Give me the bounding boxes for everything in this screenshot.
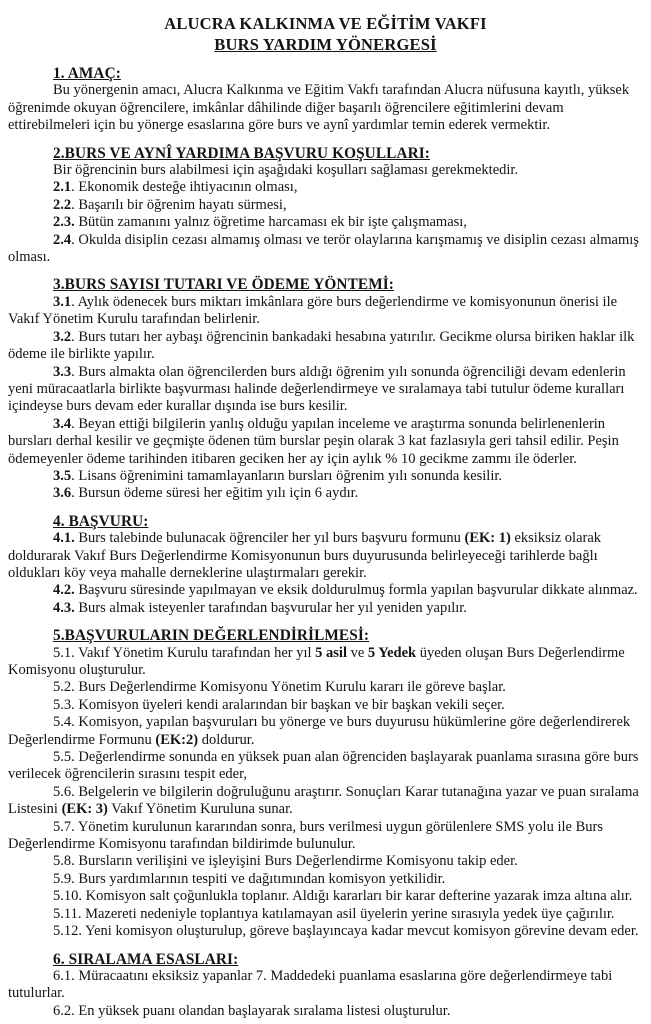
paragraph: 5.10. Komisyon salt çoğunlukla toplanır. Aldığı kararları bir karar defterine yazarak imza altına alır. (53, 888, 633, 905)
document-subtitle: BURS YARDIM YÖNERGESİ (214, 35, 437, 54)
paragraph: 5.4. Komisyon, yapılan başvuruları bu yönerge ve burs duyurusu hükümlerine göre değerlendirerek Değerlendirme Formunu (EK:2) doldurur. (8, 714, 631, 748)
section-heading-3: 3.BURS SAYISI TUTARI VE ÖDEME YÖNTEMİ: (53, 276, 394, 294)
section-heading-5: 5.BAŞVURULARIN DEĞERLENDİRİLMESİ: (53, 627, 370, 645)
paragraph: 4.1. Burs talebinde bulunacak öğrenciler her yıl burs başvuru formunu (EK: 1) eksiksiz olarak doldurarak Vakıf Burs Değerlendirme Komisyonunun burs duyurusunda belirleyeceği tarihlerde bağlı oldukları köy veya mahalle derneklerine ulaştırmaları gerekir. (8, 530, 602, 581)
paragraph: 3.2. Burs tutarı her aybaşı öğrencinin bankadaki hesabına yatırılır. Gecikme olursa biriken haklar ilk ödeme ile birlikte yapılır. (8, 328, 635, 363)
paragraph: 5.8. Bursların verilişini ve işleyişini Burs Değerlendirme Komisyonu takip eder. (53, 853, 518, 870)
paragraph: 2.4. Okulda disiplin cezası almamış olması ve terör olaylarına karışmamış ve disiplin cezası almamış olması. (8, 231, 639, 266)
section-heading-2: 2.BURS VE AYNÎ YARDIMA BAŞVURU KOŞULLARI: (53, 144, 430, 162)
paragraph: 5.1. Vakıf Yönetim Kurulu tarafından her yıl 5 asil ve 5 Yedek üyeden oluşan Burs Değerlendirme Komisyonu oluşturulur. (8, 644, 625, 678)
paragraph: 5.2. Burs Değerlendirme Komisyonu Yönetim Kurulu kararı ile göreve başlar. (53, 679, 506, 696)
paragraph: 3.3. Burs almakta olan öğrencilerden burs aldığı öğrenim yılı sonunda öğrenciliği devam edenlerin yeni müracaatlarla birlikte başvurması halinde değerlendirmeye ve sıralamaya tabi tutulur ödeme kuralları içindeyse burs devam eder kurallar dışında ise burs kesilir. (8, 363, 626, 415)
paragraph: 6.1. Müracaatını eksiksiz yapanlar 7. Maddedeki puanlama esaslarına göre değerlendirmeye tabi tutulurlar. (8, 967, 613, 1002)
paragraph: 2.1. Ekonomik desteğe ihtiyacının olması, (53, 179, 298, 196)
paragraph: 4.3. Burs almak isteyenler tarafından başvurular her yıl yeniden yapılır. (53, 599, 467, 616)
paragraph: 2.2. Başarılı bir öğrenim hayatı sürmesi, (53, 196, 287, 213)
section-heading-6: 6. SIRALAMA ESASLARI: (53, 950, 239, 968)
paragraph: 5.12. Yeni komisyon oluşturulup, göreve başlayıncaya kadar mevcut komisyon görevine devam eder. (53, 923, 639, 940)
document-title: ALUCRA KALKINMA VE EĞİTİM VAKFI (164, 14, 487, 33)
paragraph: 5.7. Yönetim kurulunun kararından sonra, burs verilmesi uygun görülenlere SMS yolu ile Burs Değerlendirme Komisyonu tarafından bildirimde bulunulur. (8, 818, 603, 853)
paragraph: 3.4. Beyan ettiği bilgilerin yanlış olduğu yapılan inceleme ve araştırma sonunda belirlenenlerin bursları derhal kesilir ve geçmişte ödenen tüm burslar peşin olarak 3 kat fazlasıyla geri tahsil edilir. Peşin ödemeyenler ödeme tarihinden itibaren geciken her ay için aylık % 10 gecikme zammı ile öderler. (8, 415, 619, 467)
paragraph: 3.5. Lisans öğrenimini tamamlayanların bursları öğrenim yılı sonunda kesilir. (53, 467, 503, 484)
section-heading-4: 4. BAŞVURU: (53, 512, 149, 530)
paragraph: 5.6. Belgelerin ve bilgilerin doğruluğunu araştırır. Sonuçları Karar tutanağına yazar ve puan sıralama Listesini (EK: 3) Vakıf Yönetim Kuruluna sunar. (8, 783, 639, 818)
paragraph: Bu yönergenin amacı, Alucra Kalkınma ve Eğitim Vakfı tarafından Alucra nüfusuna kayıtlı, yüksek öğrenimde okuyan öğrencilere, imkânlar dâhilinde diğer başarılı öğrencilere eğitimlerini devam ettirebilmeleri için bu yönerge esaslarına göre burs ve aynî yardımlar temin ederek vermektir. (8, 82, 630, 134)
paragraph: 3.6. Bursun ödeme süresi her eğitim yılı için 6 aydır. (53, 485, 359, 502)
paragraph: 4.2. Başvuru süresinde yapılmayan ve eksik doldurulmuş formla yapılan başvurular dikkate alınmaz. (53, 582, 638, 599)
paragraph: Bir öğrencinin burs alabilmesi için aşağıdaki koşulları sağlaması gerekmektedir. (53, 162, 519, 179)
paragraph: 5.3. Komisyon üyeleri kendi aralarından bir başkan ve bir başkan vekili seçer. (53, 696, 505, 713)
paragraph: 6.2. En yüksek puanı olandan başlayarak sıralama listesi oluşturulur. (53, 1002, 451, 1019)
paragraph: 3.1. Aylık ödenecek burs miktarı imkânlara göre burs değerlendirme ve komisyonunun önerisi ile Vakıf Yönetim Kurulu tarafından belirlenir. (8, 293, 618, 328)
section-heading-1: 1. AMAÇ: (53, 65, 121, 82)
document-body (8, 65, 643, 1020)
paragraph: 5.11. Mazereti nedeniyle toplantıya katılamayan asil üyelerin yerine sırasıyla yedek üye çağırılır. (53, 905, 615, 922)
paragraph: 5.9. Burs yardımlarının tespiti ve dağıtımından komisyon yetkilidir. (53, 870, 446, 887)
paragraph: 2.3. Bütün zamanını yalnız öğretime harcaması ek bir işte çalışmaması, (53, 214, 467, 231)
paragraph: 5.5. Değerlendirme sonunda en yüksek puan alan öğrenciden başlayarak puanlama sırasına göre burs verilecek öğrencilerin sırasını tespit eder, (8, 749, 639, 783)
